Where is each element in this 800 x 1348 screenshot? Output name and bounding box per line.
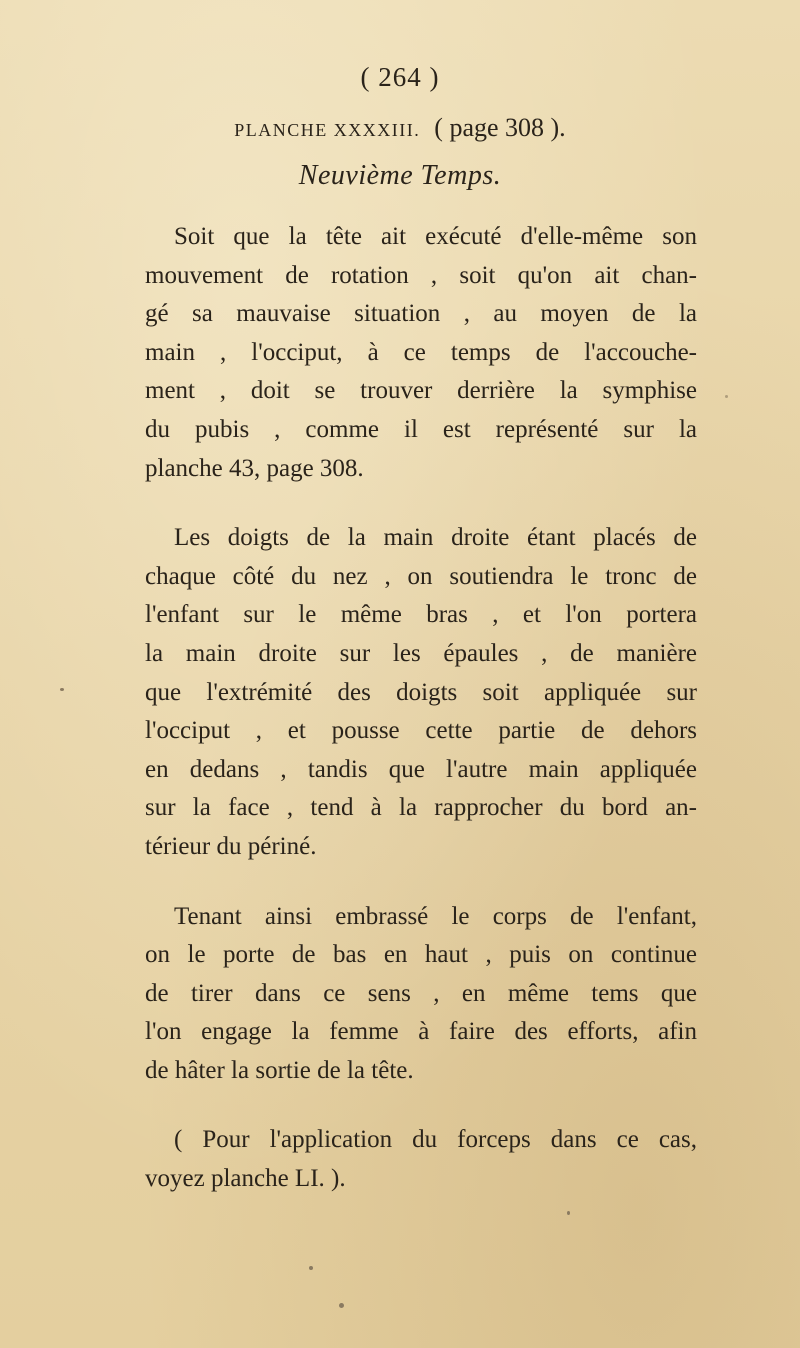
page-number: ( 264 ): [360, 62, 440, 92]
plate-heading: [0, 113, 800, 143]
paragraph-3: [145, 898, 697, 1091]
text-line: la main droite sur les épaules , de manière: [145, 639, 697, 667]
paragraph-1: [145, 218, 697, 488]
paper-speck: [339, 1303, 344, 1308]
text-line: mouvement de rotation , soit qu'on ait chan-: [145, 261, 697, 289]
text-line: l'enfant sur le même bras , et l'on portera: [145, 601, 697, 629]
text-line: ment , doit se trouver derrière la symphise: [145, 377, 697, 405]
paper-speck: [309, 1266, 313, 1270]
text-line: main , l'occiput, à ce temps de l'accouche-: [145, 338, 697, 366]
paragraph-4: [145, 1121, 697, 1198]
text-line: en dedans , tandis que l'autre main appliquée: [145, 755, 697, 783]
text-line: de tirer dans ce sens , en même tems que: [145, 979, 697, 1007]
text-line: chaque côté du nez , on soutiendra le tronc de: [145, 562, 697, 590]
text-line: sur la face , tend à la rapprocher du bord an-: [145, 794, 697, 822]
text-line: de hâter la sortie de la tête.: [145, 1056, 414, 1084]
text-line: gé sa mauvaise situation , au moyen de la: [145, 300, 697, 328]
text-line: du pubis , comme il est représenté sur la: [145, 415, 697, 443]
text-line: que l'extrémité des doigts soit appliquée sur: [145, 678, 697, 706]
plate-label: PLANCHE XXXXIII.: [234, 120, 421, 140]
text-line: voyez planche LI. ).: [145, 1165, 346, 1193]
text-line: l'occiput , et pousse cette partie de dehors: [145, 717, 697, 745]
text-line: planche 43, page 308.: [145, 454, 364, 482]
paragraph-gap: [145, 867, 697, 898]
text-line: on le porte de bas en haut , puis on continue: [145, 941, 697, 969]
paper-speck: [60, 688, 64, 691]
section-title: Neuvième Temps.: [298, 160, 502, 191]
body-text: [145, 218, 697, 1199]
text-line: térieur du périné.: [145, 832, 317, 860]
paragraph-2: [145, 519, 697, 866]
text-line: Les doigts de la main droite étant placés de: [174, 524, 697, 552]
text-line: l'on engage la femme à faire des efforts, afin: [145, 1018, 697, 1046]
paragraph-gap: [145, 1090, 697, 1121]
text-line: Soit que la tête ait exécuté d'elle-même son: [174, 223, 697, 250]
paper-speck: [725, 395, 728, 398]
text-line: ( Pour l'application du forceps dans ce cas,: [174, 1126, 697, 1154]
plate-page-reference: ( page 308 ).: [434, 113, 566, 142]
paper-speck: [567, 1211, 570, 1215]
paragraph-gap: [145, 488, 697, 519]
text-line: Tenant ainsi embrassé le corps de l'enfant,: [174, 902, 697, 930]
